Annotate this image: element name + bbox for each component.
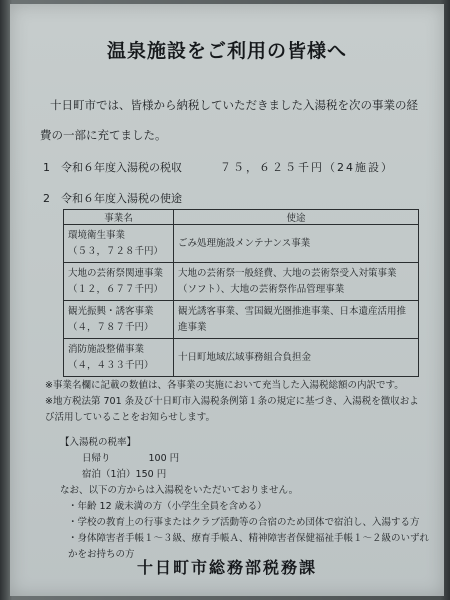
project-amount: （１２，６７７千円） [68,283,164,295]
header-project-name: 事業名 [64,210,174,225]
tax-usage-table [63,209,419,377]
project-amount: （５３，７２８千円） [68,245,164,257]
notice-title: 温泉施設をご利用の皆様へ [106,40,347,62]
note-amount-breakdown: ※事業名欄に記載の数値は、各事業の実施において充当した入湯税総額の内訳です。 [45,380,404,391]
table-row [64,263,419,301]
rate-day-trip [60,451,430,467]
project-cell [64,301,174,339]
tax-usage-heading: 2 令和６年度入湯税の使途 [43,192,182,205]
rate-stay-value: 150 円 [135,469,167,480]
exemption-intro: なお、以下の方からは入湯税をいただいておりません。 [60,485,299,496]
project-name: 消防施設整備事業 [68,343,145,355]
rate-stay-label: 宿泊（1泊） [82,469,136,480]
exemption-item: ・学校の教育上の行事またはクラブ活動等の合宿のため団体で宿泊し、入湯する方 [68,517,420,528]
intro-paragraph: 十日町市では、皆様から納税していただきました入湯税を次の事業の経費の一部に充てました。 [40,98,418,142]
note-legal-basis: ※地方税法第 701 条及び十日町市入湯税条例第１条の規定に基づき、入湯税を徴収および活用していることをお知らせします。 [45,396,419,423]
project-cell [64,225,174,263]
usage-cell: ごみ処理施設メンテナンス事業 [174,225,419,263]
project-amount: （４，７８７千円） [68,321,154,333]
tax-revenue-line [43,159,394,175]
usage-cell: 十日町地域広域事務組合負担金 [174,339,419,377]
rate-day-value: 100 円 [148,453,180,464]
project-amount: （４，４３３千円） [68,359,154,371]
usage-cell: 大地の芸術祭一般経費、大地の芸術祭受入対策事業（ソフト）、大地の芸術祭作品管理事業 [174,263,419,301]
header-usage: 使途 [174,210,419,225]
project-name: 観光振興・誘客事業 [68,305,154,317]
tax-rates-block [60,435,430,563]
issuer-department: 十日町市総務部税務課 [136,558,317,577]
notes-block [45,378,425,426]
rate-overnight [60,467,430,483]
table-row [64,301,419,339]
project-cell [64,339,174,377]
usage-cell: 観光誘客事業、雪国観光圏推進事業、日本遺産活用推進事業 [174,301,419,339]
project-cell [64,263,174,301]
rate-day-label: 日帰り [82,453,111,464]
notice-sheet [10,4,444,596]
exemption-item: ・年齢 12 歳未満の方（小学生全員を含める） [68,501,267,512]
table-row [64,225,419,263]
table-row [64,339,419,377]
tax-revenue-amount: ７５，６２５千円（24施設） [220,161,394,174]
exemption-item: ・身体障害者手帳１～３級、療育手帳Ａ、精神障害者保健福祉手帳１～２級のいずれかをお持ちの方 [68,533,430,560]
table-header-row [64,210,419,225]
tax-revenue-label: 1 令和６年度入湯税の税収 [43,161,182,174]
project-name: 大地の芸術祭関連事業 [68,267,164,279]
project-name: 環境衛生事業 [68,229,126,241]
rates-heading: 【入湯税の税率】 [60,437,137,448]
